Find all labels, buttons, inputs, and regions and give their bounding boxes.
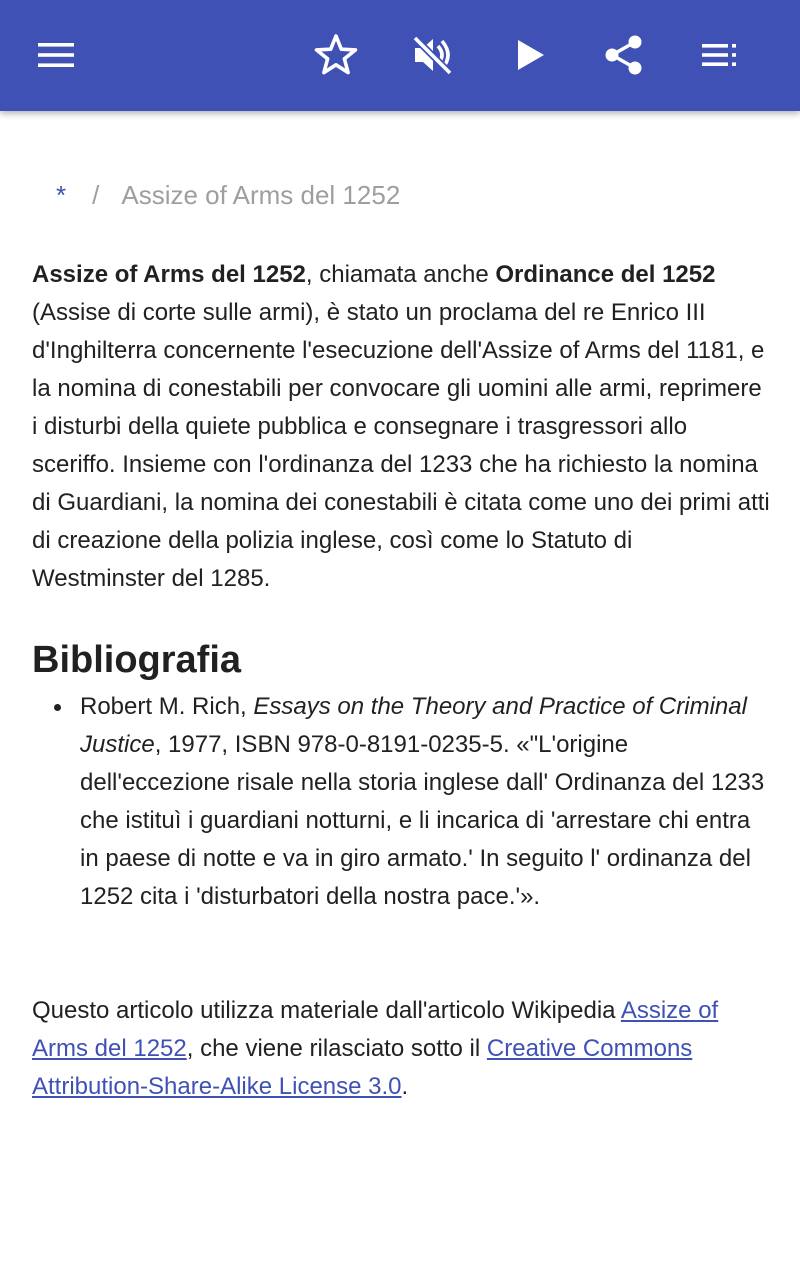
bibliography-details: , 1977, ISBN 978-0-8191-0235-5. «"L'origine dell'eccezione risale nella storia inglese dall' Ordinanza del 1233 che istituì i guardiani notturni, e li incarica di 'arrestare chi entra in paese di notte e va in giro armato.' In seguito l' ordinanza del 1252 cita i 'disturbatori della nostra pace.'». <box>80 731 765 910</box>
license-text-2: , che viene rilasciato sotto il <box>186 1035 487 1062</box>
bibliography-list <box>32 688 770 916</box>
intro-text-2: (Assise di corte sulle armi), è stato un proclama del re Enrico III d'Inghilterra concernente l'esecuzione dell'Assize of Arms del 1181, e la nomina di conestabili per convocare gli uomini alle armi, reprimere i disturbi della quiete pubblica e consegnare i trasgressori allo sceriffo. Insieme con l'ordinanza del 1233 che ha richiesto la nomina di Guardiani, la nomina dei conestabili è citata come uno dei primi atti di creazione della polizia inglese, così come lo Statuto di Westminster del 1285. <box>32 299 770 592</box>
breadcrumb-separator: / <box>92 180 100 210</box>
bibliography-heading: Bibliografia <box>32 639 242 681</box>
bibliography-author: Robert M. Rich, <box>80 693 254 720</box>
list-icon <box>698 33 742 77</box>
menu-icon <box>36 35 76 75</box>
wikipedia-article-link[interactable]: Assize of Arms del 1252 <box>32 997 719 1062</box>
menu-button[interactable] <box>26 25 86 85</box>
bibliography-item <box>80 688 770 916</box>
app-toolbar <box>0 0 800 111</box>
license-text-3: . <box>401 1073 409 1100</box>
play-icon <box>508 33 552 77</box>
article-title-bold: Assize of Arms del 1252 <box>32 261 306 288</box>
intro-text-1: , chiamata anche <box>305 261 496 288</box>
breadcrumb <box>56 180 400 211</box>
star-outline-icon <box>314 33 358 77</box>
breadcrumb-home-link[interactable]: * <box>56 180 67 210</box>
bookmark-button[interactable] <box>306 25 366 85</box>
contents-button[interactable] <box>690 25 750 85</box>
mute-button[interactable] <box>402 25 462 85</box>
share-icon <box>602 33 646 77</box>
license-notice <box>32 992 770 1106</box>
license-link[interactable]: Creative Commons Attribution-Share-Alike License 3.0 <box>32 1035 693 1100</box>
play-button[interactable] <box>500 25 560 85</box>
bibliography-book-title: Essays on the Theory and Practice of Criminal Justice <box>80 693 747 758</box>
volume-off-icon <box>410 33 454 77</box>
article-intro <box>32 256 770 598</box>
breadcrumb-current: Assize of Arms del 1252 <box>121 180 401 210</box>
article-content <box>32 256 770 1100</box>
article-alt-name-bold: Ordinance del 1252 <box>495 261 716 288</box>
license-text-1: Questo articolo utilizza materiale dall'articolo Wikipedia <box>32 997 621 1024</box>
share-button[interactable] <box>594 25 654 85</box>
